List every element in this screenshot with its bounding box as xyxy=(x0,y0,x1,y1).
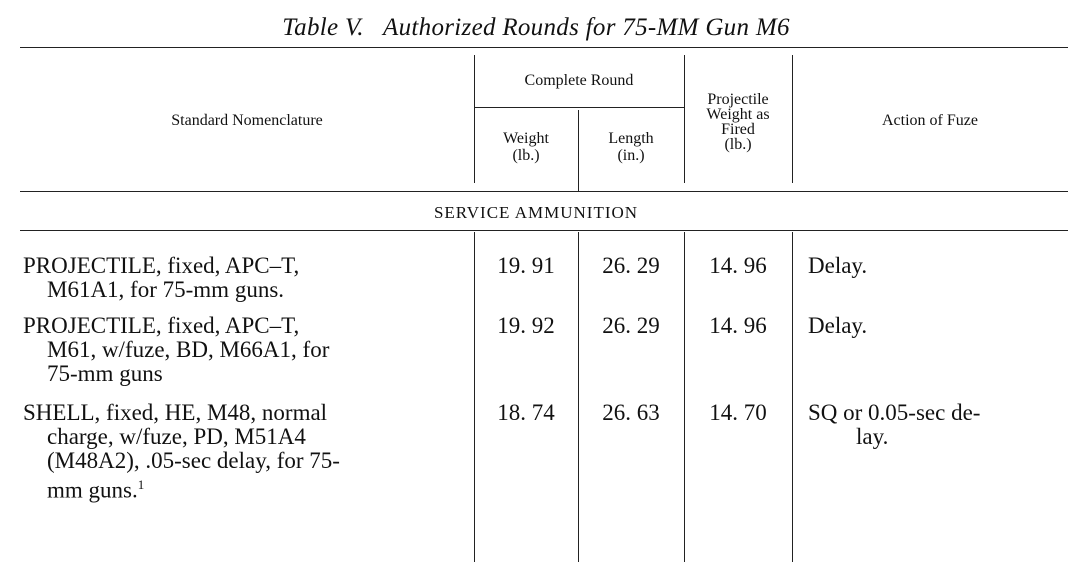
header-fuze: Action of Fuze xyxy=(882,112,978,129)
nomenclature-text: mm guns. xyxy=(47,477,138,503)
footnote-marker: 1 xyxy=(137,477,145,492)
complete-round-rule xyxy=(474,107,684,108)
header-length-unit: (in.) xyxy=(617,147,645,164)
length-cell: 26. 29 xyxy=(602,313,660,338)
projectile-weight-cell: 14. 96 xyxy=(709,313,767,338)
fuze-line: lay. xyxy=(856,424,889,449)
projectile-weight-cell: 14. 96 xyxy=(709,253,767,278)
header-nomenclature: Standard Nomenclature xyxy=(171,112,323,129)
top-rule xyxy=(20,47,1068,48)
nomenclature-line: M61, w/fuze, BD, M66A1, for xyxy=(47,337,330,362)
col-divider xyxy=(684,232,685,562)
fuze-cell: Delay. xyxy=(808,253,868,278)
table-title: Table V. Authorized Rounds for 75-MM Gun M6 xyxy=(282,14,790,41)
header-length xyxy=(578,130,684,164)
nomenclature-line: SHELL, fixed, HE, M48, normal xyxy=(23,400,328,425)
header-projectile-line: Projectile xyxy=(707,91,769,108)
header-projectile-line: Weight as xyxy=(706,106,770,123)
header-weight-label: Weight xyxy=(503,130,549,147)
col-divider xyxy=(578,232,579,562)
length-cell: 26. 63 xyxy=(602,400,660,425)
nomenclature-line xyxy=(23,473,469,503)
weight-cell: 19. 91 xyxy=(497,253,555,278)
header-length-label: Length xyxy=(608,130,654,147)
col-divider xyxy=(474,232,475,562)
col-divider xyxy=(792,232,793,562)
fuze-cell: Delay. xyxy=(808,313,868,338)
header-projectile-unit: (lb.) xyxy=(724,136,752,153)
fuze-cell xyxy=(808,401,1058,449)
header-projectile-weight xyxy=(684,92,792,152)
length-cell: 26. 29 xyxy=(602,253,660,278)
nomenclature-line: PROJECTILE, fixed, APC–T, xyxy=(23,253,300,278)
nomenclature-cell xyxy=(23,254,469,302)
nomenclature-line: 75-mm guns xyxy=(47,361,163,386)
projectile-weight-cell: 14. 70 xyxy=(709,400,767,425)
weight-cell: 18. 74 xyxy=(497,400,555,425)
header-bottom-rule xyxy=(20,191,1068,192)
nomenclature-line: M61A1, for 75-mm guns. xyxy=(47,277,285,302)
nomenclature-line: PROJECTILE, fixed, APC–T, xyxy=(23,313,300,338)
header-weight xyxy=(474,130,578,164)
header-weight-unit: (lb.) xyxy=(512,147,540,164)
header-projectile-line: Fired xyxy=(721,121,755,138)
nomenclature-line: charge, w/fuze, PD, M51A4 xyxy=(47,424,306,449)
nomenclature-cell xyxy=(23,314,469,386)
section-heading: SERVICE AMMUNITION xyxy=(433,203,639,222)
section-rule xyxy=(20,230,1068,231)
fuze-line: SQ or 0.05-sec de- xyxy=(808,400,981,425)
nomenclature-line: (M48A2), .05-sec delay, for 75- xyxy=(47,448,340,473)
header-complete-round: Complete Round xyxy=(524,72,634,89)
nomenclature-cell xyxy=(23,401,469,503)
weight-cell: 19. 92 xyxy=(497,313,555,338)
